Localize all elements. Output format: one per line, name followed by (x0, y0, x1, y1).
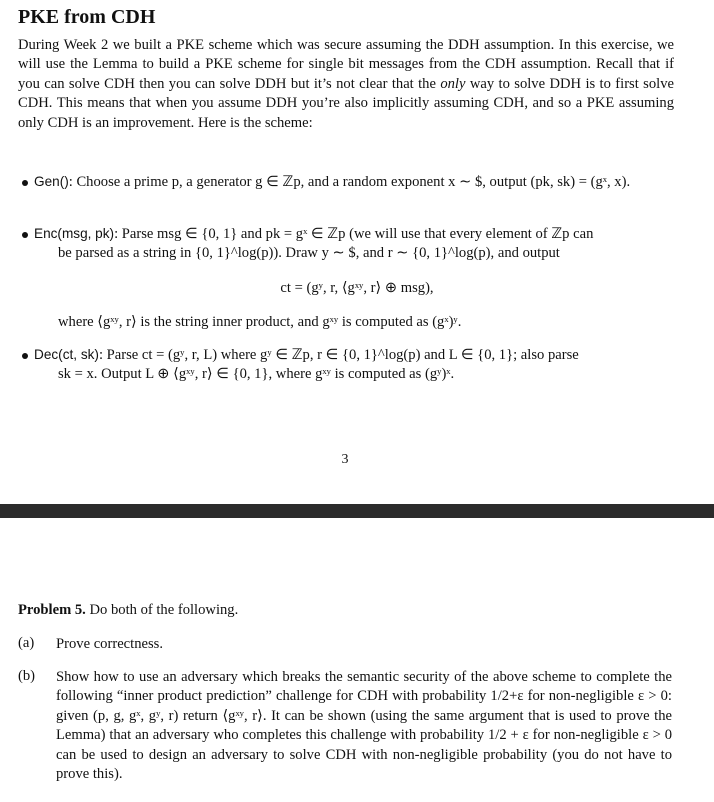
bullet-gen (22, 180, 28, 186)
enc-line2: be parsed as a string in {0, 1}^log(p)). Draw y ∼ $, and r ∼ {0, 1}^log(p), and output (58, 245, 560, 262)
section-title: PKE from CDH (18, 6, 156, 28)
part-a-label: (a) (18, 635, 35, 651)
dec-name: Dec(ct, sk) (34, 347, 99, 362)
intro-emphasis: only (440, 75, 466, 92)
problem-heading (18, 602, 238, 619)
enc-line1: Parse msg ∈ {0, 1} and pk = gˣ ∈ ℤp (we will use that every element of ℤp can (121, 226, 594, 242)
bullet-dec (22, 353, 28, 359)
intro-text-b: way to solve DDH is to first solve CDH. This means that when you assume DDH you’re also implicitly assuming CDH, and so a PKE assuming only CDH is an improvement. Here is the scheme: (18, 75, 674, 131)
scheme-gen: Gen(): Choose a prime p, a generator g ∈ ℤp, and a random exponent x ∼ $, output (pk, sk) = (gˣ, x). (34, 174, 631, 190)
part-b-label: (b) (18, 668, 36, 684)
enc-where: where ⟨gˣʸ, r⟩ is the string inner product, and gˣʸ is computed as (gˣ)ʸ. (58, 314, 462, 330)
gen-name: Gen() (34, 174, 69, 189)
gen-text: Choose a prime p, a generator g ∈ ℤp, and a random exponent x ∼ $, output (pk, sk) = (gˣ, x). (76, 174, 631, 190)
problem-label: Problem 5. (18, 602, 86, 618)
scheme-dec: Dec(ct, sk): Parse ct = (gʸ, r, L) where gʸ ∈ ℤp, r ∈ {0, 1}^log(p) and L ∈ {0, 1}; also parse sk = x. Output L ⊕ ⟨gˣʸ, r⟩ ∈ {0, 1}, where gˣʸ is computed as (gʸ)ˣ. (34, 345, 674, 385)
dec-line2: sk = x. Output L ⊕ ⟨gˣʸ, r⟩ ∈ {0, 1}, where gˣʸ is computed as (gʸ)ˣ. (58, 366, 455, 383)
part-b-text: Show how to use an adversary which breaks the semantic security of the above scheme to complete the following “inner product prediction” challenge for CDH with probability 1/2+ε for non-negligible ε > 0: given (p, g, gˣ, gʸ, r) return ⟨gˣʸ, r⟩. It can be shown (using the same argument that is used to prove the Lemma) that an adversary who completes this challenge with probability 1/2 + ε for non-negligible ε > 0 can be used to design an adversary to solve CDH with non-negligible probability (you do not have to prove this). (56, 669, 672, 783)
intro-text-a: During Week 2 we built a PKE scheme which was secure assuming the DDH assumption. In this exercise, we will use the Lemma to build a PKE scheme for single bit messages from the CDH assumption. Recall that if you can solve CDH then you can solve DDH but it’s not clear that the (18, 37, 674, 92)
bullet-enc (22, 232, 28, 238)
enc-equation: ct = (gʸ, r, ⟨gˣʸ, r⟩ ⊕ msg), (280, 280, 434, 296)
intro-paragraph (18, 36, 674, 133)
page-separator (0, 504, 714, 518)
enc-name: Enc(msg, pk) (34, 226, 115, 241)
part-a-text: Prove correctness. (56, 636, 163, 652)
problem-text: Do both of the following. (89, 602, 239, 618)
page-number: 3 (341, 452, 349, 467)
scheme-enc: Enc(msg, pk): Parse msg ∈ {0, 1} and pk = gˣ ∈ ℤp (we will use that every element of ℤp can be parsed as a string in {0, 1}^log(p)). Draw y ∼ $, and r ∼ {0, 1}^log(p), and output (34, 224, 674, 264)
dec-line1: Parse ct = (gʸ, r, L) where gʸ ∈ ℤp, r ∈ {0, 1}^log(p) and L ∈ {0, 1}; also parse (106, 347, 579, 363)
page-bottom (0, 518, 714, 802)
